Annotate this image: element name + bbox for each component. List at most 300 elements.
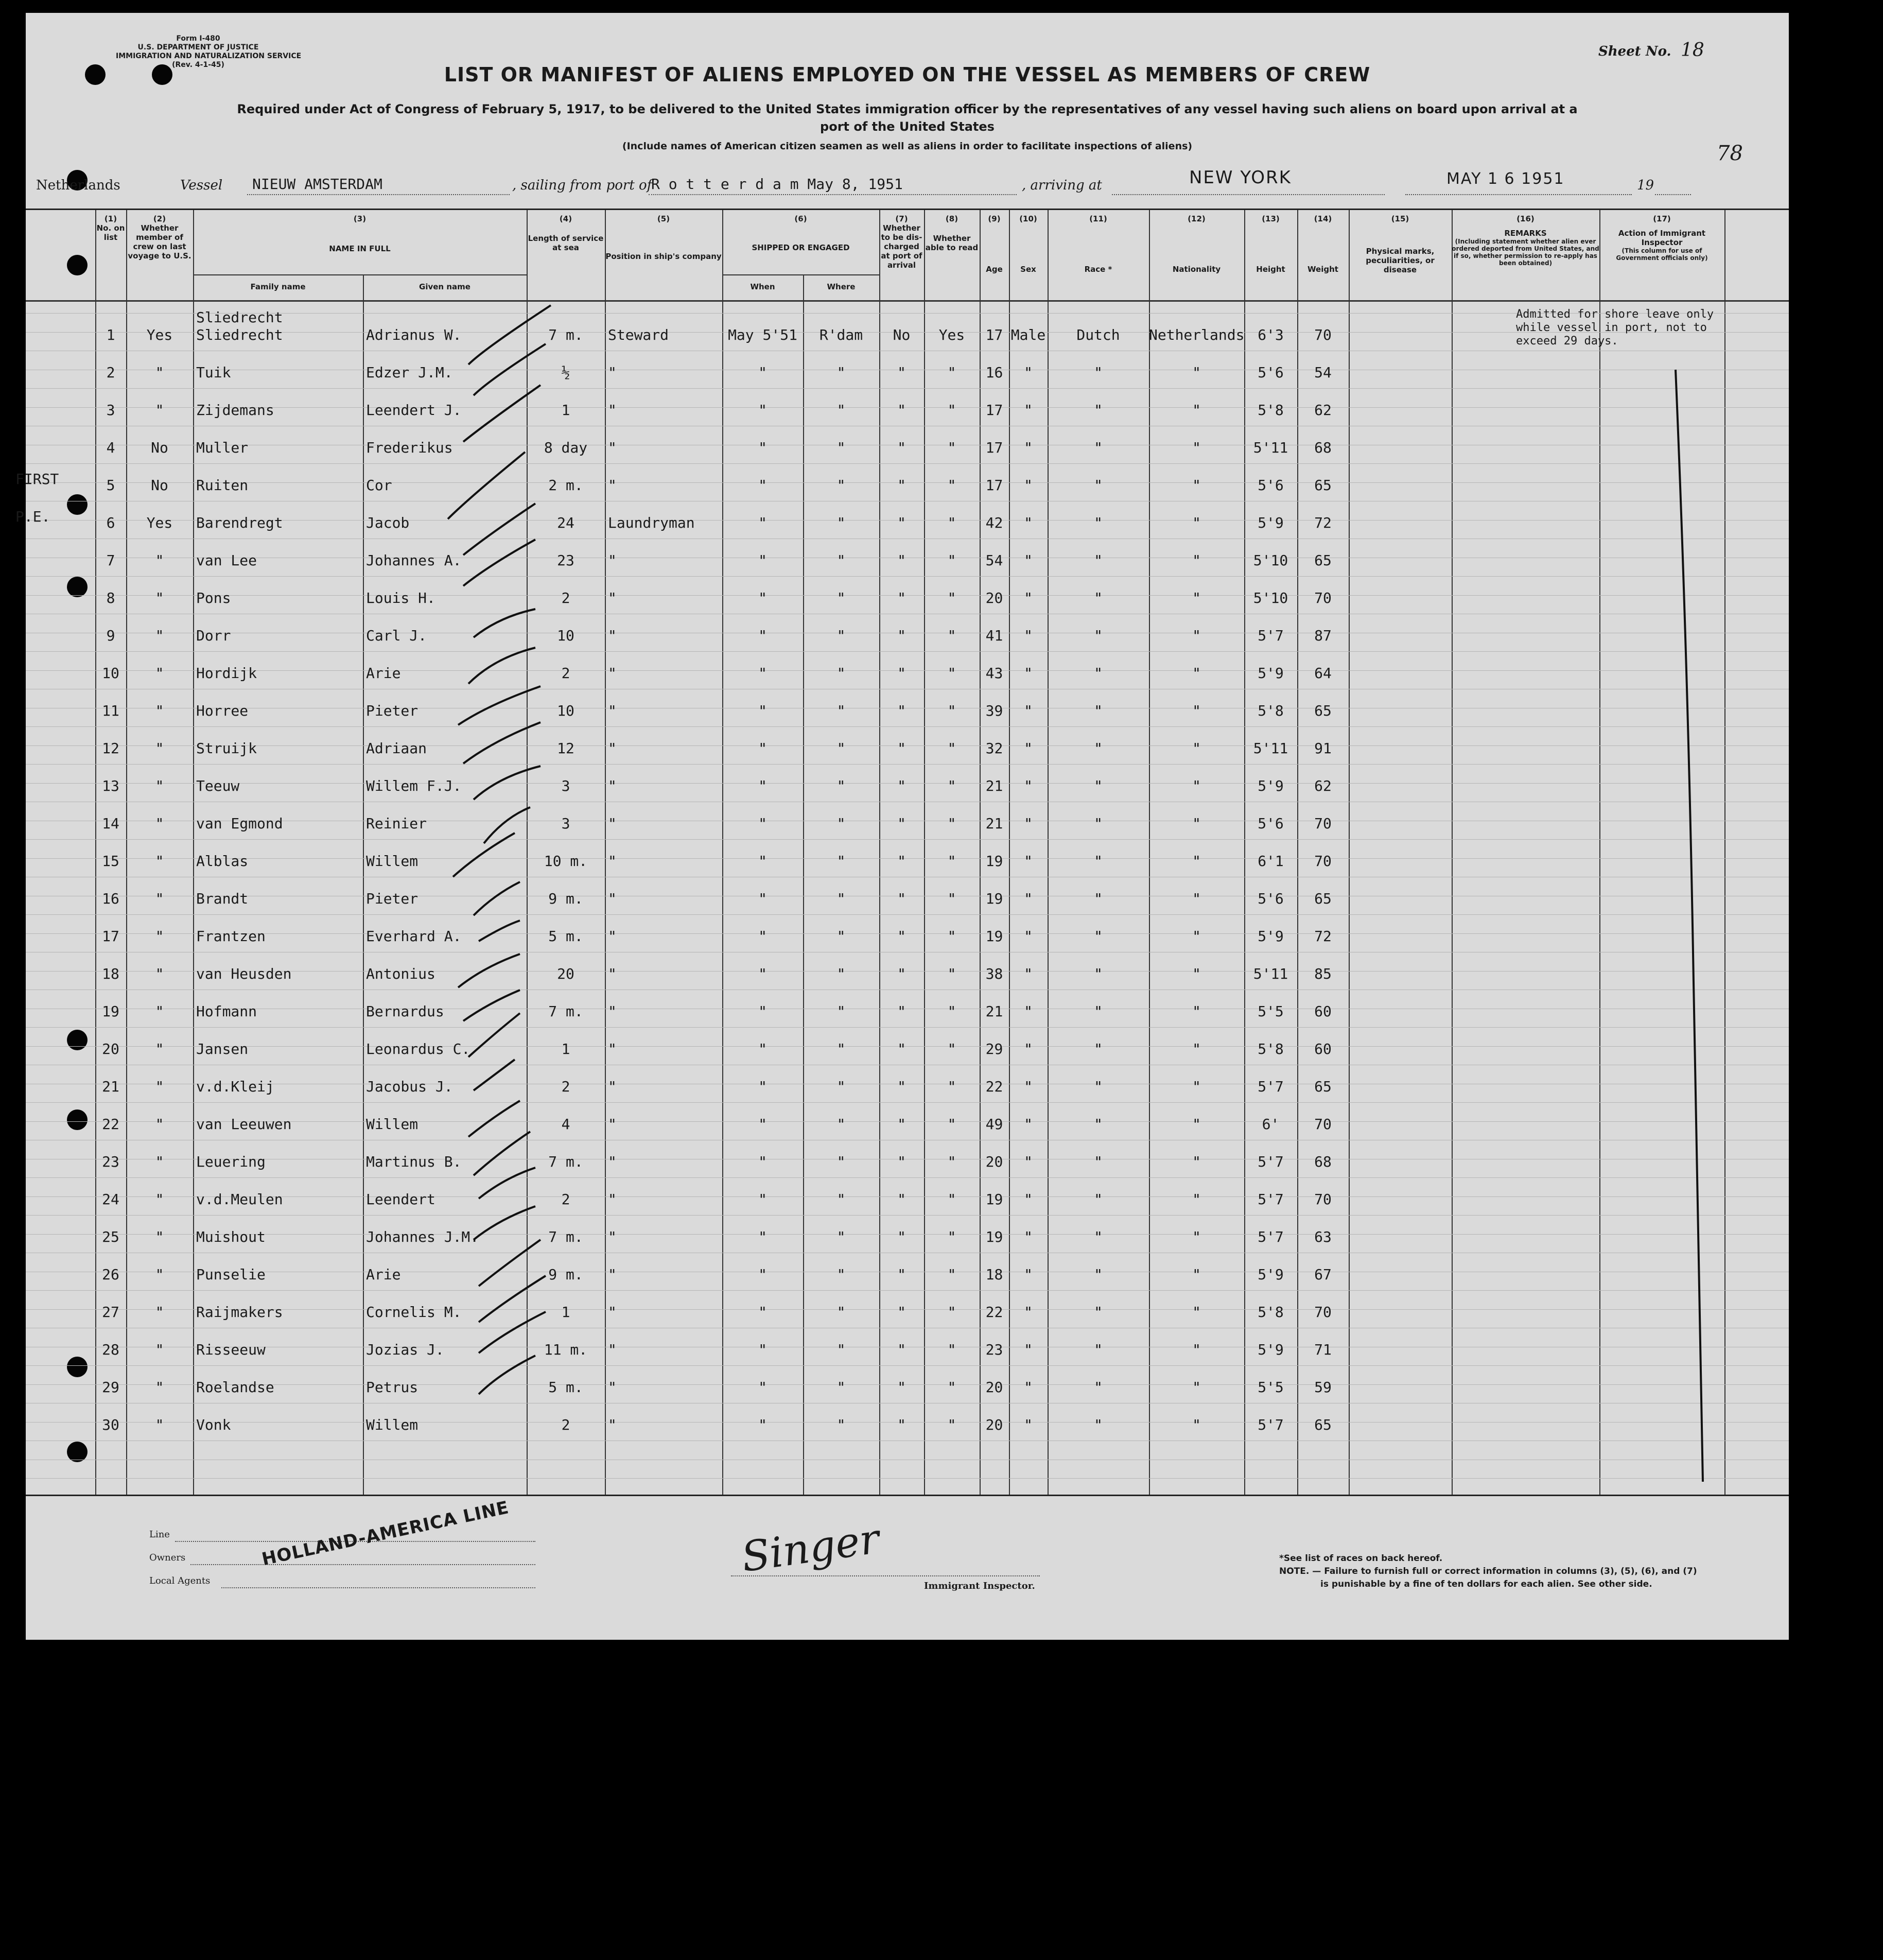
cell-position: " (608, 1153, 617, 1170)
cell-where: " (836, 965, 846, 982)
cell-sex: " (1024, 1416, 1033, 1433)
cell-service: 9 m. (548, 890, 583, 907)
check-mark (479, 1240, 541, 1286)
cell-family: Leuering (196, 1153, 266, 1170)
cell-height: 5'8 (1258, 702, 1284, 719)
cell-prev: " (155, 815, 164, 832)
cell-race: " (1094, 552, 1103, 569)
cell-height: 5'9 (1258, 1341, 1284, 1358)
cell-given: Bernardus (366, 1003, 444, 1020)
cell-read: " (947, 815, 956, 832)
cell-where: " (836, 740, 846, 757)
inspector-signature: Singer (738, 1514, 882, 1582)
cell-race: " (1094, 1379, 1103, 1396)
cell-age: 29 (985, 1040, 1003, 1057)
cell-nat: " (1192, 702, 1201, 719)
cell-where: " (836, 1341, 846, 1358)
cell-race: " (1094, 589, 1103, 606)
cell-service: 10 (557, 702, 574, 719)
col-number: (5) (657, 214, 670, 223)
cell-nat: " (1192, 552, 1201, 569)
cell-given: Leendert J. (366, 402, 462, 419)
cell-age: 22 (985, 1304, 1003, 1321)
cell-disch: " (897, 890, 906, 907)
cell-weight: 70 (1314, 853, 1332, 870)
col-number: (9) (988, 214, 1001, 223)
col-number: (14) (1314, 214, 1332, 223)
cell-race: " (1094, 815, 1103, 832)
cell-race: " (1094, 477, 1103, 494)
cell-service: 2 (561, 665, 570, 682)
cell-where: " (836, 1379, 846, 1396)
cell-race: " (1094, 740, 1103, 757)
subtitle-3: (Include names of American citizen seamen as well as aliens in order to facilitate inspections of aliens) (622, 141, 1193, 152)
cell-weight: 65 (1314, 1416, 1332, 1433)
cell-prev: " (155, 1003, 164, 1020)
cell-no: 22 (102, 1116, 119, 1133)
cell-sex: " (1024, 928, 1033, 945)
cell-prev: " (155, 1304, 164, 1321)
cell-no: 30 (102, 1416, 119, 1433)
cell-no: 8 (106, 589, 115, 606)
cell-when: " (758, 627, 767, 644)
cell-nat: " (1192, 514, 1201, 531)
cell-age: 43 (985, 665, 1003, 682)
cell-read: " (947, 439, 956, 456)
cell-race: " (1094, 1266, 1103, 1283)
cell-height: 5'7 (1258, 627, 1284, 644)
cell-no: 2 (106, 364, 115, 381)
cell-height: 5'5 (1258, 1003, 1284, 1020)
cell-sex: " (1024, 1266, 1033, 1283)
cell-prev: " (155, 890, 164, 907)
cell-no: 23 (102, 1153, 119, 1170)
form-number: Form I-480 (176, 34, 220, 43)
cell-weight: 87 (1314, 627, 1332, 644)
cell-sex: " (1024, 1003, 1033, 1020)
cell-disch: " (897, 1416, 906, 1433)
cell-read: " (947, 1153, 956, 1170)
cell-prev: " (155, 1416, 164, 1433)
cell-race: " (1094, 1153, 1103, 1170)
cell-nat: " (1192, 477, 1201, 494)
cell-age: 42 (985, 514, 1003, 531)
cell-prev: " (155, 853, 164, 870)
cell-disch: " (897, 815, 906, 832)
cell-height: 5'8 (1258, 1040, 1284, 1057)
cell-position: " (608, 439, 617, 456)
cell-prev: " (155, 740, 164, 757)
col-number: (1) (104, 214, 117, 223)
check-mark (463, 722, 541, 764)
cell-age: 21 (985, 777, 1003, 794)
cell-sex: " (1024, 1341, 1033, 1358)
cell-height: 5'10 (1253, 552, 1288, 569)
cell-weight: 70 (1314, 1304, 1332, 1321)
cell-position: " (608, 1379, 617, 1396)
cell-weight: 68 (1314, 1153, 1332, 1170)
col-title: Weight (1307, 265, 1338, 274)
cell-race: " (1094, 1416, 1103, 1433)
col-title: Nationality (1172, 265, 1221, 274)
cell-service: 12 (557, 740, 574, 757)
cell-age: 17 (985, 326, 1003, 343)
cell-where: " (836, 702, 846, 719)
cell-disch: " (897, 1078, 906, 1095)
cell-age: 17 (985, 402, 1003, 419)
cell-sex: " (1024, 702, 1033, 719)
check-mark (474, 766, 541, 800)
cell-when: " (758, 439, 767, 456)
cell-where: " (836, 1116, 846, 1133)
cell-no: 10 (102, 665, 119, 682)
cell-position: " (608, 477, 617, 494)
cell-where: " (836, 1416, 846, 1433)
cell-when: " (758, 1153, 767, 1170)
cell-nat: " (1192, 1078, 1201, 1095)
cell-nat: " (1192, 1416, 1201, 1433)
cell-service: 23 (557, 552, 574, 569)
cell-age: 21 (985, 815, 1003, 832)
cell-service: 7 m. (548, 1003, 583, 1020)
cell-weight: 70 (1314, 589, 1332, 606)
check-mark (479, 1276, 546, 1322)
cell-prev: " (155, 777, 164, 794)
cell-given: Frederikus (366, 439, 453, 456)
cell-no: 12 (102, 740, 119, 757)
cell-no: 15 (102, 853, 119, 870)
col-number: (16) (1516, 214, 1535, 223)
cell-given: Johannes A. (366, 552, 462, 569)
date-underline (1405, 194, 1632, 195)
cell-age: 17 (985, 439, 1003, 456)
manifest-sheet (15, 13, 1789, 1640)
cell-position: Laundryman (608, 514, 695, 531)
cell-age: 49 (985, 1116, 1003, 1133)
margin-note-first: FIRST (15, 471, 59, 488)
cell-nat: " (1192, 364, 1201, 381)
cell-family: van Lee (196, 552, 257, 569)
cell-disch: " (897, 402, 906, 419)
cell-family: van Heusden (196, 965, 292, 982)
cell-age: 19 (985, 1228, 1003, 1245)
cell-prev: " (155, 702, 164, 719)
col-title: SHIPPED OR ENGAGED (752, 243, 850, 252)
cell-race: " (1094, 1341, 1103, 1358)
cell-race: " (1094, 1228, 1103, 1245)
col-number: (7) (895, 214, 908, 223)
cell-where: " (836, 890, 846, 907)
cell-race: " (1094, 1003, 1103, 1020)
cell-family: v.d.Meulen (196, 1191, 283, 1208)
col-title: Whether to be dis-charged at port of arrival (881, 223, 922, 270)
cell-read: " (947, 1341, 956, 1358)
cell-given: Martinus B. (366, 1153, 462, 1170)
cell-where: " (836, 627, 846, 644)
col-number: (8) (945, 214, 958, 223)
cell-height: 5'11 (1253, 740, 1288, 757)
cell-position: " (608, 1228, 617, 1245)
cell-given: Arie (366, 665, 401, 682)
cell-where: " (836, 1003, 846, 1020)
cell-read: " (947, 1266, 956, 1283)
cell-prev: " (155, 1228, 164, 1245)
cell-family: Brandt (196, 890, 249, 907)
cell-no: 24 (102, 1191, 119, 1208)
cell-where: " (836, 853, 846, 870)
cell-weight: 70 (1314, 815, 1332, 832)
cell-nat: " (1192, 1191, 1201, 1208)
cell-family: Teeuw (196, 777, 240, 794)
cell-nat: " (1192, 853, 1201, 870)
cell-position: " (608, 1040, 617, 1057)
header-where: Where (827, 282, 856, 291)
cell-prev: " (155, 1341, 164, 1358)
cell-when: " (758, 1003, 767, 1020)
header-given-name: Given name (419, 282, 470, 291)
cell-disch: " (897, 364, 906, 381)
sailing-label: , sailing from port of (512, 178, 652, 193)
cell-height: 5'9 (1258, 1266, 1284, 1283)
cell-no: 11 (102, 702, 119, 719)
cell-age: 20 (985, 1153, 1003, 1170)
cell-age: 23 (985, 1341, 1003, 1358)
cell-weight: 70 (1314, 1191, 1332, 1208)
check-mark (479, 1312, 546, 1353)
cell-family: Sliedrecht (196, 326, 283, 343)
cell-disch: " (897, 740, 906, 757)
cell-disch: " (897, 777, 906, 794)
col-title: REMARKS (1504, 229, 1547, 238)
col-title: Length of service at sea (528, 234, 604, 252)
col-number: (4) (559, 214, 572, 223)
cell-age: 20 (985, 589, 1003, 606)
cell-race: " (1094, 439, 1103, 456)
subtitle-1: Required under Act of Congress of February 5, 1917, to be delivered to the United States immigration officer by the representatives of any vessel having such aliens on board upon arrival at a (237, 102, 1578, 116)
cell-when: " (758, 1416, 767, 1433)
check-mark (474, 1206, 535, 1240)
cell-nat: " (1192, 740, 1201, 757)
cell-when: " (758, 965, 767, 982)
cell-nat: Netherlands (1149, 326, 1245, 343)
cell-race: " (1094, 1078, 1103, 1095)
cell-family: Struijk (196, 740, 257, 757)
check-mark (474, 882, 520, 915)
cell-nat: " (1192, 1266, 1201, 1283)
cell-service: 10 (557, 627, 574, 644)
margin-note-pe: P.E. (15, 508, 50, 525)
cell-no: 20 (102, 1040, 119, 1057)
cell-age: 32 (985, 740, 1003, 757)
cell-read: " (947, 890, 956, 907)
col-title: Age (986, 265, 1003, 274)
cell-prev: No (151, 477, 168, 494)
cell-family: Vonk (196, 1416, 231, 1433)
cell-disch: " (897, 589, 906, 606)
cell-no: 6 (106, 514, 115, 531)
cell-disch: " (897, 514, 906, 531)
cell-height: 5'6 (1258, 890, 1284, 907)
cell-nat: " (1192, 777, 1201, 794)
cell-sex: " (1024, 1078, 1033, 1095)
page-title: LIST OR MANIFEST OF ALIENS EMPLOYED ON THE VESSEL AS MEMBERS OF CREW (444, 63, 1371, 86)
check-mark (479, 1168, 535, 1199)
cell-height: 5'8 (1258, 402, 1284, 419)
cell-height: 5'5 (1258, 1379, 1284, 1396)
cell-race: Dutch (1076, 326, 1120, 343)
cell-where: " (836, 1040, 846, 1057)
cell-age: 39 (985, 702, 1003, 719)
cell-given: Everhard A. (366, 928, 462, 945)
cell-where: " (836, 1191, 846, 1208)
cell-position: " (608, 552, 617, 569)
cell-service: 2 (561, 1416, 570, 1433)
cell-read: " (947, 665, 956, 682)
cell-read: " (947, 965, 956, 982)
cell-when: " (758, 1266, 767, 1283)
cell-position: " (608, 402, 617, 419)
cell-when: " (758, 853, 767, 870)
cell-nat: " (1192, 665, 1201, 682)
cell-given: Carl J. (366, 627, 427, 644)
cell-height: 6'1 (1258, 853, 1284, 870)
cell-prev: Yes (146, 514, 173, 531)
cell-sex: " (1024, 1228, 1033, 1245)
col-number: (10) (1019, 214, 1037, 223)
col-title: Whether member of crew on last voyage to U.S. (128, 223, 191, 261)
col-title: Physical marks, peculiarities, or disease (1366, 247, 1435, 274)
cell-given: Willem F.J. (366, 777, 462, 794)
cell-when: " (758, 815, 767, 832)
cell-weight: 54 (1314, 364, 1332, 381)
cell-where: " (836, 815, 846, 832)
cell-prev: " (155, 1078, 164, 1095)
flag-nationality: Netherlands (36, 178, 120, 193)
cell-race: " (1094, 627, 1103, 644)
cell-nat: " (1192, 627, 1201, 644)
cell-when: " (758, 1040, 767, 1057)
cell-when: " (758, 552, 767, 569)
cell-read: " (947, 364, 956, 381)
cell-sex: " (1024, 1040, 1033, 1057)
cell-when: " (758, 1116, 767, 1133)
check-mark (463, 990, 520, 1021)
cell-sex: " (1024, 890, 1033, 907)
cell-no: 21 (102, 1078, 119, 1095)
cell-weight: 91 (1314, 740, 1332, 757)
cell-sex: " (1024, 1153, 1033, 1170)
check-mark (479, 921, 520, 941)
cell-weight: 72 (1314, 928, 1332, 945)
cell-position: " (608, 815, 617, 832)
cell-weight: 65 (1314, 552, 1332, 569)
cell-service: 7 m. (548, 1228, 583, 1245)
cell-service: 8 day (544, 439, 588, 456)
arrival-underline (1112, 194, 1385, 195)
year-underline (1655, 194, 1691, 195)
col-number: (11) (1089, 214, 1107, 223)
cell-race: " (1094, 890, 1103, 907)
col-title: NAME IN FULL (329, 244, 391, 253)
cell-position: " (608, 1078, 617, 1095)
cell-when: " (758, 1191, 767, 1208)
cell-weight: 72 (1314, 514, 1332, 531)
cell-race: " (1094, 514, 1103, 531)
cell-read: " (947, 702, 956, 719)
remark-line: while vessel in port, not to (1516, 321, 1707, 334)
cell-service: 5 m. (548, 1379, 583, 1396)
cell-age: 20 (985, 1379, 1003, 1396)
page-ref: 78 (1717, 142, 1743, 165)
crew-table (15, 209, 1789, 1496)
cell-service: 2 m. (548, 477, 583, 494)
cell-sex: " (1024, 552, 1033, 569)
cell-given: Louis H. (366, 589, 435, 606)
cell-where: " (836, 1228, 846, 1245)
cell-family: Muishout (196, 1228, 266, 1245)
cell-no: 28 (102, 1341, 119, 1358)
cell-given: Reinier (366, 815, 427, 832)
cell-disch: " (897, 702, 906, 719)
cell-no: 29 (102, 1379, 119, 1396)
cell-read: " (947, 853, 956, 870)
cell-when: " (758, 702, 767, 719)
cell-prev: Yes (146, 326, 173, 343)
cell-prev: " (155, 665, 164, 682)
cell-nat: " (1192, 1341, 1201, 1358)
col-number: (17) (1653, 214, 1671, 223)
remark-line: Admitted for shore leave only (1516, 308, 1714, 321)
cell-read: " (947, 1116, 956, 1133)
arriving-label: , arriving at (1022, 178, 1102, 193)
cell-prev: " (155, 965, 164, 982)
form-dept: U.S. DEPARTMENT OF JUSTICE (137, 43, 259, 51)
cell-disch: " (897, 853, 906, 870)
cell-disch: " (897, 928, 906, 945)
cell-service: 1 (561, 402, 570, 419)
cell-race: " (1094, 853, 1103, 870)
header-when: When (750, 282, 775, 291)
cell-race: " (1094, 364, 1103, 381)
cell-read: " (947, 552, 956, 569)
cell-family: Ruiten (196, 477, 249, 494)
cell-weight: 60 (1314, 1040, 1332, 1057)
cell-position: " (608, 702, 617, 719)
cell-sex: " (1024, 402, 1033, 419)
cell-height: 5'7 (1258, 1228, 1284, 1245)
cell-weight: 65 (1314, 890, 1332, 907)
cell-family: Frantzen (196, 928, 266, 945)
cell-where: " (836, 589, 846, 606)
check-mark (458, 686, 541, 725)
cell-age: 16 (985, 364, 1003, 381)
owners-underline (190, 1564, 535, 1565)
cell-family: Roelandse (196, 1379, 274, 1396)
cell-weight: 59 (1314, 1379, 1332, 1396)
cell-service: ½ (561, 364, 570, 381)
cell-nat: " (1192, 1304, 1201, 1321)
cell-race: " (1094, 965, 1103, 982)
cell-where: " (836, 1153, 846, 1170)
cell-prev: " (155, 589, 164, 606)
cell-where: " (836, 1078, 846, 1095)
cell-given: Willem (366, 1116, 419, 1133)
cell-position: " (608, 890, 617, 907)
cell-sex: " (1024, 777, 1033, 794)
cell-nat: " (1192, 1153, 1201, 1170)
cell-given: Johannes J.M. (366, 1228, 479, 1245)
cell-disch: " (897, 665, 906, 682)
